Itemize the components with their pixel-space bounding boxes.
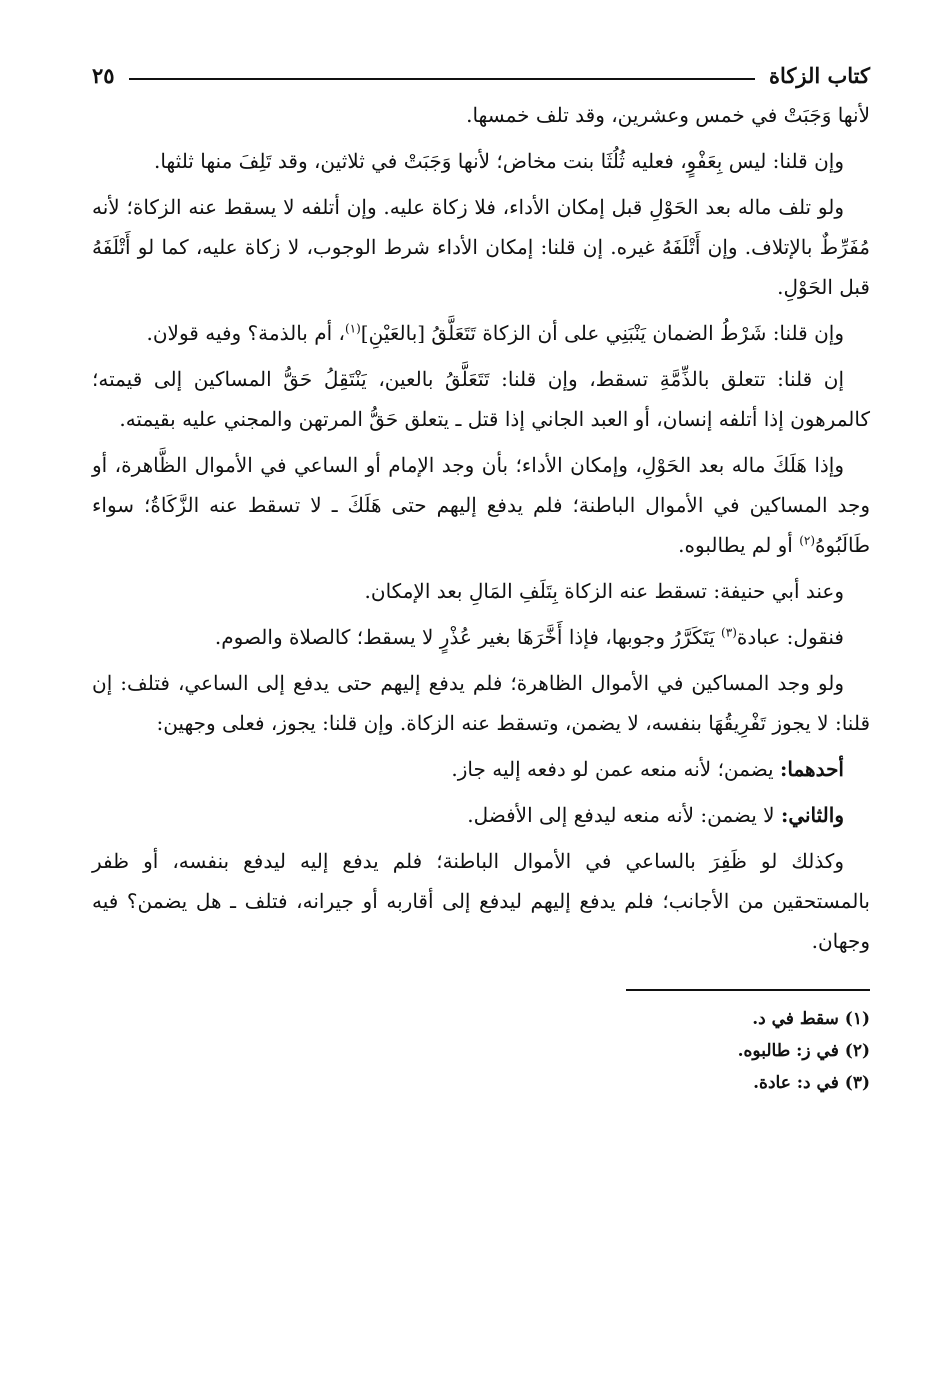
paragraph-text: لأنها وَجَبَتْ في خمس وعشرين، وقد تلف خمسها. <box>466 103 870 127</box>
paragraph <box>92 841 870 961</box>
body-text <box>92 95 870 961</box>
paragraph <box>92 663 870 743</box>
paragraph-lead: والثاني: <box>780 803 844 827</box>
paragraph-text: يضمن؛ لأنه منعه عمن لو دفعه إليه جاز. <box>451 757 780 781</box>
paragraph-lead: أحدهما: <box>779 757 844 781</box>
footnote: (١) سقط في د. <box>752 1009 870 1029</box>
footnote: (٣) في د: عادة. <box>753 1073 870 1093</box>
paragraph-text: وكذلك لو ظَفِرَ بالساعي في الأموال الباطنة؛ فلم يدفع إليه ليدفع بنفسه، أو ظفر بالمستحقين من الأجانب؛ فلم يدفع إليهم ليدفع إلى أقاربه أو جيرانه، فتلف ـ هل يضمن؟ فيه وجهان. <box>92 849 870 953</box>
paragraph <box>92 187 870 307</box>
paragraph-text: فنقول: عبادة <box>736 625 844 649</box>
footnote-separator <box>626 989 870 991</box>
paragraph-text: إن قلنا: تتعلق بالذِّمَّةِ تسقط، وإن قلنا: تَتَعَلَّقُ بالعين، يَنْتَقِلُ حَقُّ المساكين إلى قيمته؛ كالمرهون إذا أتلفه إنسان، أو العبد الجاني إذا قتل ـ يتعلق حَقُّ المرتهن والمجني عليه بقيمته. <box>92 367 870 431</box>
footnote: (٢) في ز: طالبوه. <box>737 1041 870 1061</box>
paragraph-text-cont: ، أم بالذمة؟ وفيه قولان. <box>146 321 345 345</box>
paragraph-text: ولو وجد المساكين في الأموال الظاهرة؛ فلم يدفع إليهم حتى يدفع إلى الساعي، فتلف: إن قلنا: لا يجوز تَفْرِيقُهَا بنفسه، لا يضمن، وتسقط عنه الزكاة. وإن قلنا: يجوز، فعلى وجهين: <box>92 671 870 735</box>
footnote-ref: (١) <box>344 321 361 336</box>
footnotes <box>92 1003 870 1099</box>
paragraph <box>92 795 870 835</box>
paragraph-text: وإن قلنا: شَرْطُ الضمان يَنْبَنِي على أن الزكاة تَتَعَلَّقُ [بالعَيْنِ] <box>360 321 844 345</box>
paragraph-text: لا يضمن: لأنه منعه ليدفع إلى الأفضل. <box>467 803 781 827</box>
paragraph <box>92 617 870 657</box>
page <box>92 55 870 1099</box>
paragraph <box>92 359 870 439</box>
paragraph <box>92 95 870 135</box>
running-header <box>92 55 870 95</box>
page-number: ٢٥ <box>92 62 115 88</box>
paragraph-text: ولو تلف ماله بعد الحَوْلِ قبل إمكان الأداء، فلا زكاة عليه. وإن أتلفه لا يسقط عنه الزكاة؛ لأنه مُفَرِّطٌ بالإتلاف. وإن أَتْلَفَهُ غيره. إن قلنا: إمكان الأداء شرط الوجوب، لا زكاة عليه، كما لو أَتْلَفَهُ قبل الحَوْلِ. <box>92 195 870 299</box>
paragraph-text: وإن قلنا: ليس بِعَفْوٍ، فعليه ثُلُثَا بنت مخاض؛ لأنها وَجَبَتْ في ثلاثين، وقد تَلِفَ منها ثلثها. <box>153 149 844 173</box>
paragraph-text-cont: أو لم يطالبوه. <box>678 533 800 557</box>
paragraph <box>92 313 870 353</box>
paragraph-text: وإذا هَلَكَ ماله بعد الحَوْلِ، وإمكان الأداء؛ بأن وجد الإمام أو الساعي في الأموال الظَّاهرة، أو وجد المساكين في الأموال الباطنة؛ فلم يدفع إليهم حتى هَلَكَ ـ لا تسقط عنه الزَّكَاةُ؛ سواء طَالَبُوهُ <box>92 453 871 557</box>
header-rule <box>129 78 755 80</box>
book-title: كتاب الزكاة <box>768 62 870 88</box>
paragraph <box>92 571 870 611</box>
footnote-ref: (٢) <box>799 533 816 548</box>
footnote-ref: (٣) <box>721 625 737 640</box>
paragraph-text: وعند أبي حنيفة: تسقط عنه الزكاة بِتَلَفِ المَالِ بعد الإمكان. <box>364 579 844 603</box>
paragraph-text-cont: يَتَكَرَّرُ وجوبها، فإذا أَخَّرَهَا بغير عُذْرٍ لا يسقط؛ كالصلاة والصوم. <box>214 625 722 649</box>
paragraph <box>92 445 870 565</box>
paragraph <box>92 749 870 789</box>
paragraph <box>92 141 870 181</box>
